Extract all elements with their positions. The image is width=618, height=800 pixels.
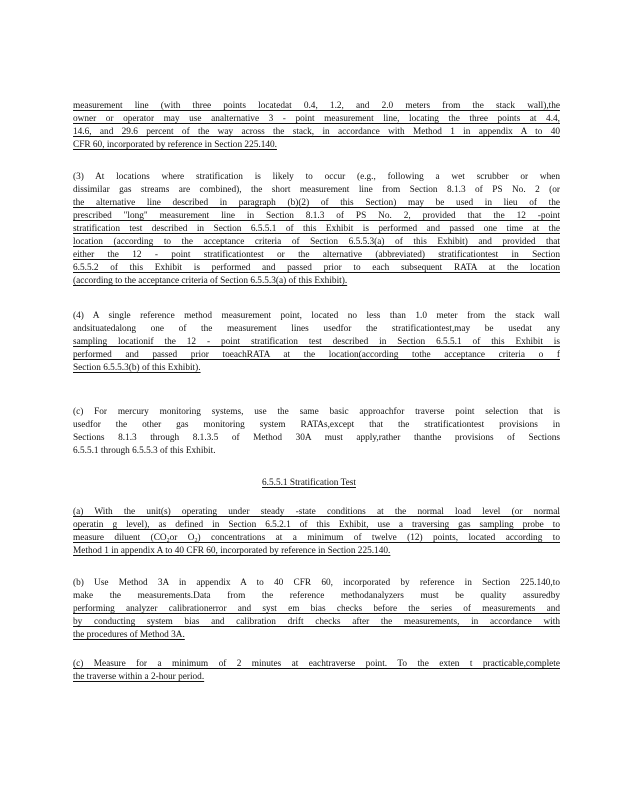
text-line: performed and passed prior toeachRATA at the location(according tothe acceptance criteria o f [73,350,560,360]
text-line-rest: ) concentrations at a minimum of twelve (12) points, located according to [197,533,560,543]
text-line-mid: or O [169,533,195,543]
text-line-end: the procedures of Method 3A. [73,630,185,640]
text-line-end: Method 1 in appendix A to 40 CFR 60, incorporated by reference in Section 225.140. [73,546,391,556]
text-line: usedfor the other gas monitoring system RATAs,except that the stratificationtest provisions in [73,420,560,430]
text-line [73,629,560,642]
text-line-end: Section 6.5.5.3(b) of this Exhibit). [73,363,201,373]
text-line [73,275,560,288]
text-line: by conducting system bias and calibration drift checks after the measurements, in accordance with [73,617,560,627]
text-line: (c) Measure for a minimum of 2 minutes at eachtraverse point. To the exten t practicable,complete [73,659,560,669]
paragraph-stratification-locations [73,171,560,288]
text-line: 6.5.5.2 of this Exhibit is performed and passed prior to each subsequent RATA at the location [73,263,560,273]
text-line: performing analyzer calibrationerror and syst em bias checks before the series of measurements and [73,604,560,614]
text-line-end: CFR 60, incorporated by reference in Section 225.140. [73,140,277,150]
text-line: 6.5.5.1 through 6.5.5.3 of this Exhibit. [73,446,216,456]
text-line-start: measure diluent (CO [73,533,167,543]
paragraph-steady-state-traverse [73,506,560,558]
text-line: stratification test described in Section 6.5.5.1 of this Exhibit is performed and passed one time at the [73,224,560,234]
text-line: Sections 8.1.3 through 8.1.3.5 of Method 30A must apply,rather thanthe provisions of Sections [73,433,560,443]
section-heading [0,477,618,489]
text-line [73,545,560,558]
paragraph-measure-minimum [73,658,560,684]
text-line: (3) At locations where stratification is likely to occur (e.g., following a wet scrubber or when [73,172,560,182]
text-line: operatin g level), as defined in Section 6.5.2.1 of this Exhibit, use a traversing gas sampling probe to [73,520,560,530]
text-line: prescribed "long" measurement line in Section 8.1.3 of PS No. 2, provided that the 12 -point [73,211,560,221]
text-line: owner or operator may use analternative 3 - point measurement line, locating the three points at 4.4, [73,114,560,124]
text-line [73,532,560,545]
text-line [73,139,560,152]
section-heading-text: 6.5.5.1 Stratification Test [262,478,356,488]
text-line: dissimilar gas streams are combined), the short measurement line from Section 8.1.3 of PS No. 2 (or [73,185,560,195]
subscript: 2 [166,538,170,544]
text-line: (c) For mercury monitoring systems, use the same basic approachfor traverse point selection that is [73,407,560,417]
paragraph-method-3a [73,577,560,642]
text-line: andsituatedalong one of the measurement lines usedfor the stratificationtest,may be usedat any [73,324,560,334]
text-line: (a) With the unit(s) operating under steady -state conditions at the normal load level (or normal [73,507,560,517]
text-line: (b) Use Method 3A in appendix A to 40 CFR 60, incorporated by reference in Section 225.140,to [73,578,560,588]
text-line [73,671,560,684]
subscript: 2 [194,538,198,544]
paragraph-measurement-line [73,100,560,152]
text-line: measurement line (with three points locatedat 0.4, 1.2, and 2.0 meters from the stack wall),the [73,101,560,111]
text-line: make the measurements.Data from the reference methodanalyzers must be quality assuredby [73,591,560,601]
text-line: location (according to the acceptance criteria of Section 6.5.5.3(a) of this Exhibit) and provided that [73,237,560,247]
paragraph-single-reference-point [73,310,560,375]
text-line: (4) A single reference method measurement point, located no less than 1.0 meter from the stack wall [73,311,560,321]
text-line-end: the traverse within a 2-hour period. [73,672,205,682]
text-line: sampling locationif the 12 - point stratification test described in Section 6.5.5.1 of this Exhibit is [73,337,560,347]
text-line: 14.6, and 29.6 percent of the way across the stack, in accordance with Method 1 in appendix A to 40 [73,127,560,137]
text-line: the alternative line described in paragraph (b)(2) of this Section) may be used in lieu of the [73,198,560,208]
text-line: either the 12 - point stratificationtest or the alternative (abbreviated) stratificationtest in Section [73,250,560,260]
paragraph-mercury-monitoring [73,406,560,458]
text-line-end: (according to the acceptance criteria of Section 6.5.5.3(a) of this Exhibit). [73,276,348,286]
text-line [73,362,560,375]
